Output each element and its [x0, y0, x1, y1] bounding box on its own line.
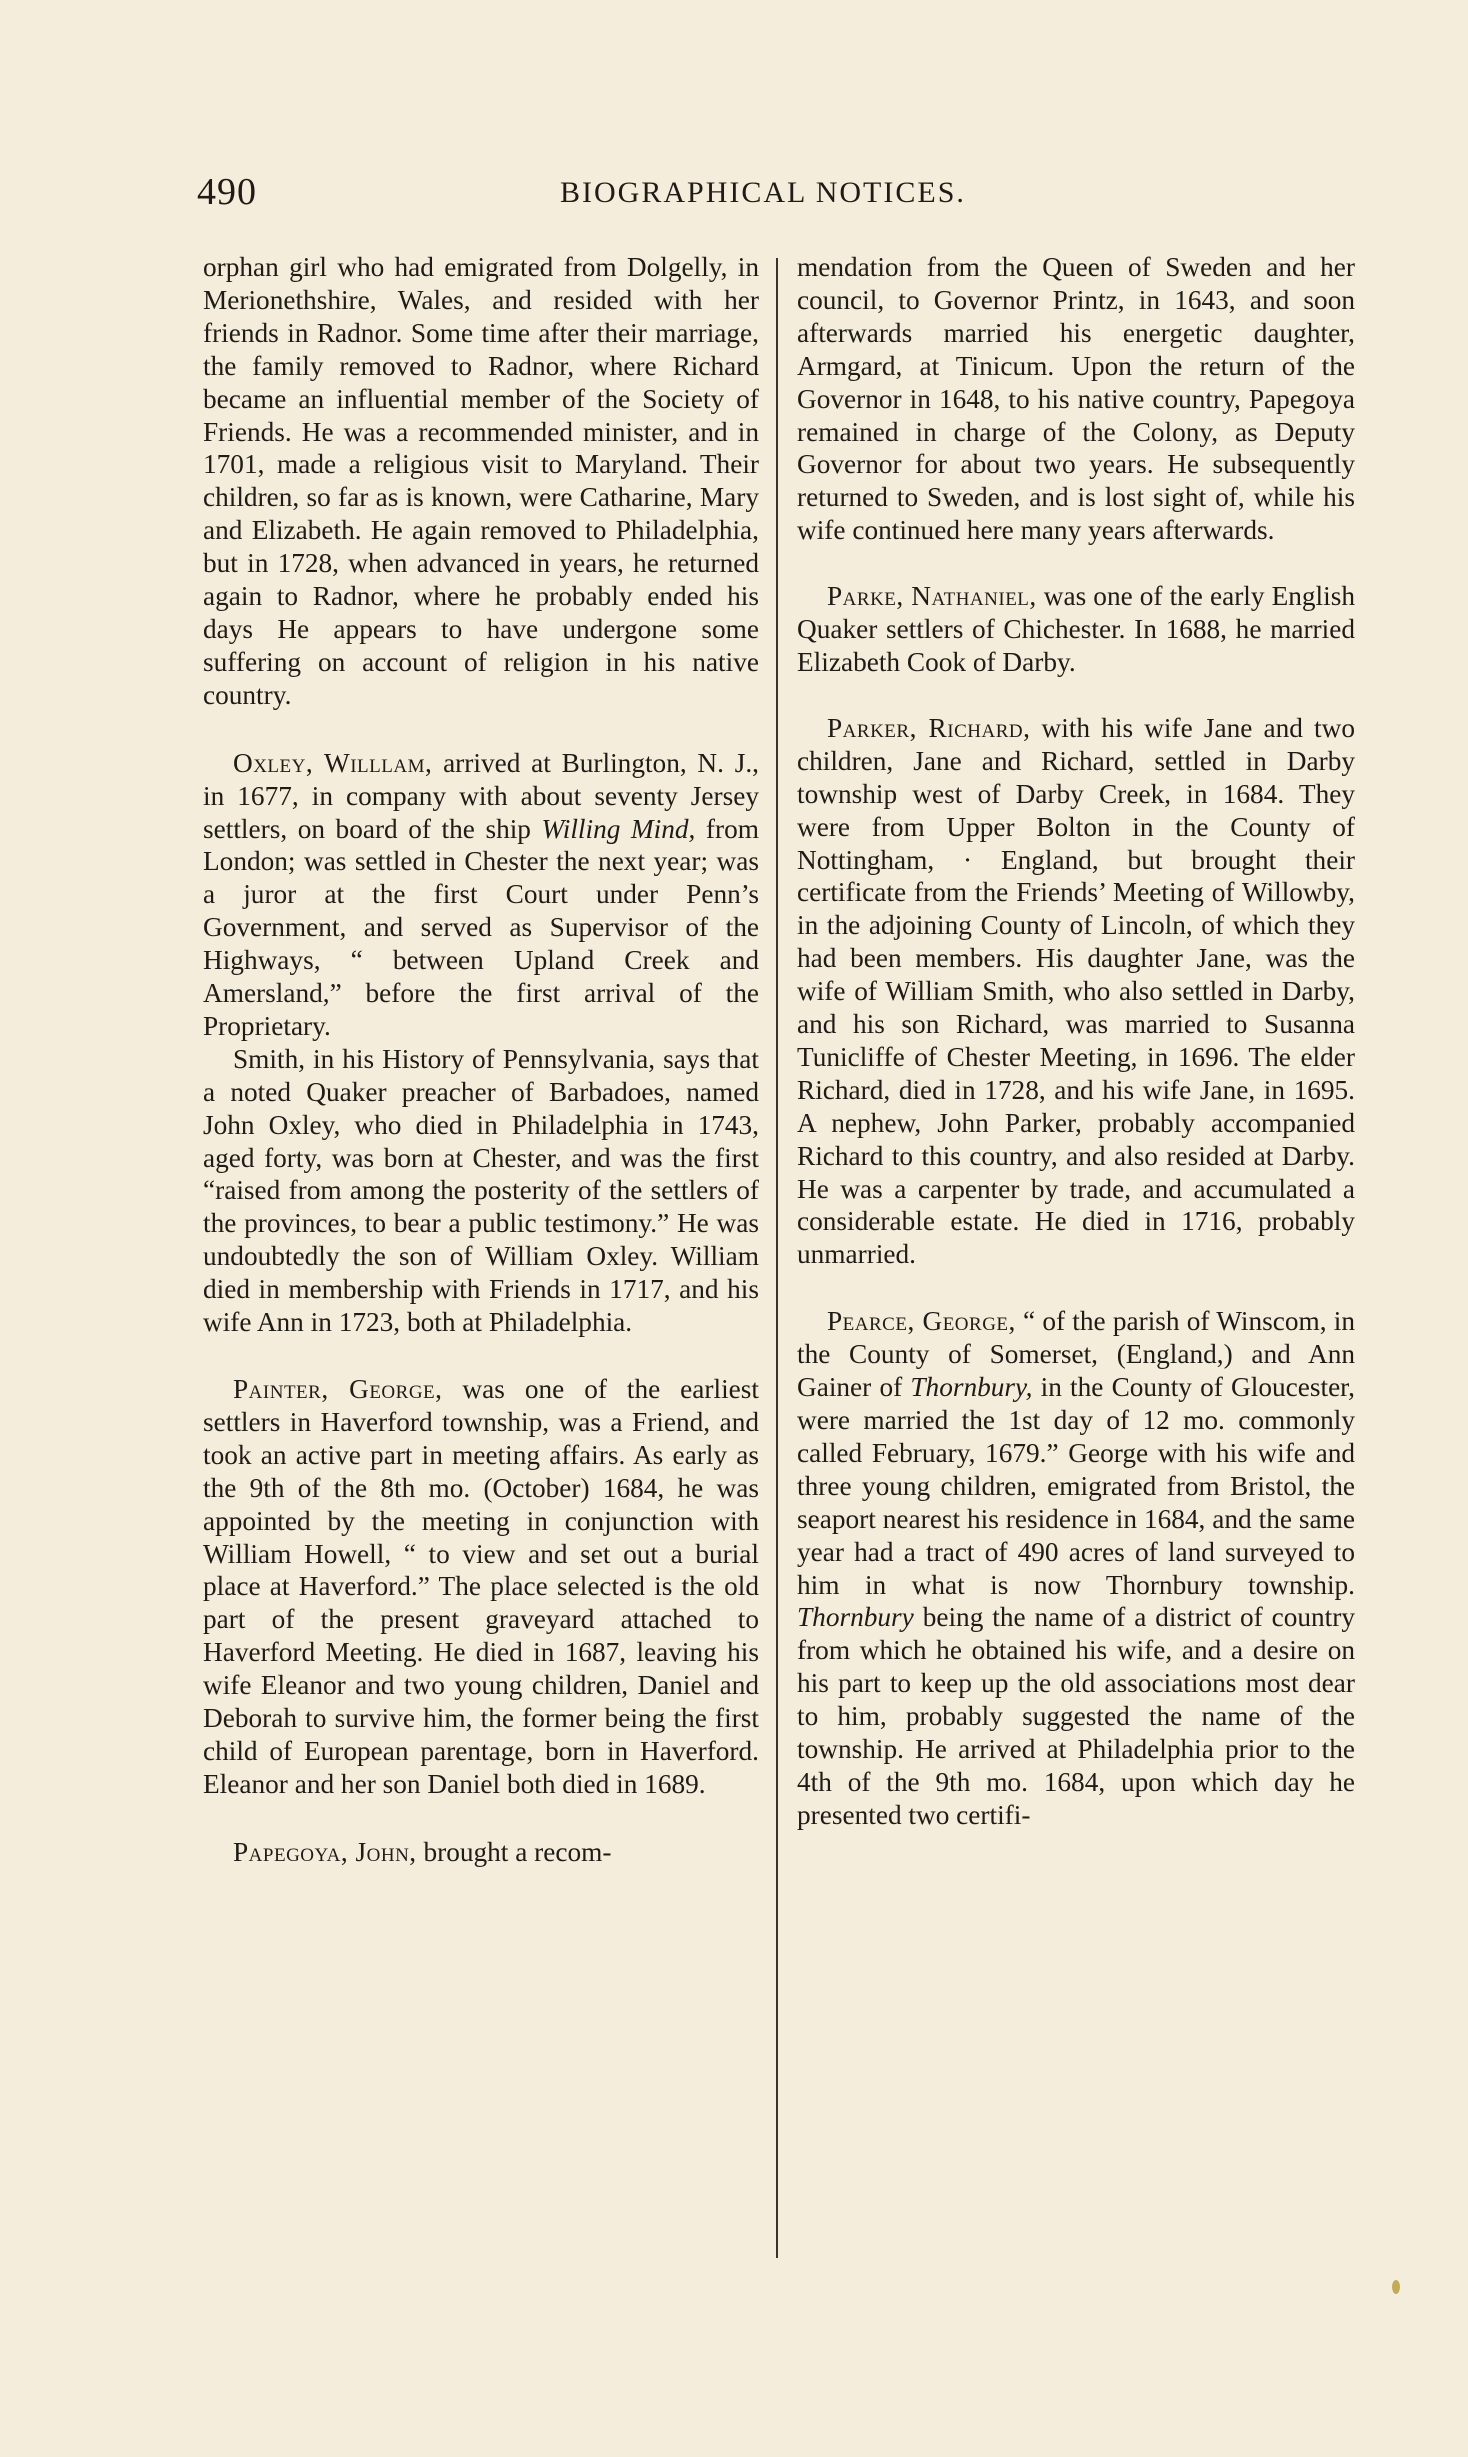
page-number: 490 [197, 171, 257, 213]
entry-name: Papegoya, John, [233, 1836, 417, 1867]
entry-oxley [203, 747, 759, 1043]
ship-name: Willing Mind, [541, 813, 696, 844]
left-column [203, 251, 759, 1869]
place-name: Thornbury [797, 1602, 914, 1633]
entry-name: Pearce, George, [827, 1306, 1016, 1337]
entry-name: Oxley, Willlam, [233, 747, 433, 778]
entry-parke [797, 580, 1355, 679]
entry-text: with his wife Jane and two children, Jane and Richard, settled in Darby township west of Darby Creek, in 1684. They were from Upper Bolton in the County of Nottingham, · England, but brought their certificate from the Friends’ Meeting of Willowby, in the adjoining County of Lincoln, of which they had been members. His daughter Jane, was the wife of William Smith, who also settled in Darby, and his son Richard, was married to Susanna Tunicliffe of Chester Meeting, in 1696. The elder Richard, died in 1728, and his wife Jane, in 1695. A nephew, John Parker, probably accompanied Richard to this country, and also resided at Darby. He was a carpenter by trade, and accumulated a considerable estate. He died in 1716, probably unmarried. [797, 712, 1355, 1270]
entry-text: in the County of Gloucester, were married the 1st day of 12 mo. commonly called February, 1679.” George with his wife and three young children, emigrated from Bristol, the seaport nearest his residence in 1684, and the same year had a tract of 490 acres of land surveyed to him in what is now Thornbury township. [797, 1372, 1356, 1600]
entry-text: from London; was settled in Chester the next year; was a juror at the first Court under Penn’s Government, and served as Supervisor of the Highways, “ between Upland Creek and Amersland,” before the first arrival of the Proprietary. [203, 813, 759, 1041]
paragraph-continuation: mendation from the Queen of Sweden and her council, to Governor Printz, in 1643, and soon afterwards married his energetic daughter, Armgard, at Tinicum. Upon the return of the Governor in 1648, to his native country, Papegoya remained in charge of the Colony, as Deputy Governor for about two years. He subsequently returned to Sweden, and is lost sight of, while his wife continued here many years afterwards. [797, 252, 1355, 546]
column-rule [776, 258, 778, 2258]
entry-text: being the name of a district of country from which he obtained his wife, and a desire on his part to keep up the old associations most dear to him, probably suggested the name of the township. He arrived at Philadelphia prior to the 4th of the 9th mo. 1684, upon which day he presented two certifi- [797, 1602, 1355, 1830]
entry-text: arrived at Burlington, N. J., in 1677, in company with about seventy Jersey settlers, on board of the ship [203, 747, 759, 844]
entry-papegoya [203, 1836, 759, 1869]
right-column [797, 251, 1355, 1832]
entry-text: “ of the parish of Winscom, in the County of Somerset, (England,) and Ann Gainer of [797, 1306, 1355, 1403]
entry-pearce [797, 1305, 1355, 1832]
paragraph-smith: Smith, in his History of Pennsylvania, says that a noted Quaker preacher of Barbadoes, named John Oxley, who died in Philadelphia in 1743, aged forty, was born at Chester, and was the first “raised from among the posterity of the settlers of the provinces, to bear a public testimony.” He was undoubtedly the son of William Oxley. William died in membership with Friends in 1717, and his wife Ann in 1723, both at Philadelphia. [203, 1043, 759, 1338]
paragraph-continuation: orphan girl who had emigrated from Dolgelly, in Merionethshire, Wales, and resided with her friends in Radnor. Some time after their marriage, the family removed to Radnor, where Richard became an influential member of the Society of Friends. He was a recommended minister, and in 1701, made a religious visit to Maryland. Their children, so far as is known, were Catharine, Mary and Elizabeth. He again removed to Philadelphia, but in 1728, when advanced in years, he returned again to Radnor, where he probably ended his days He appears to have undergone some suffering on account of religion in his native country. [203, 252, 759, 710]
entry-parker [797, 712, 1355, 1271]
ink-blot [1392, 2280, 1400, 2294]
entry-name: Painter, George, [233, 1374, 443, 1404]
entry-painter [203, 1373, 759, 1801]
running-head: BIOGRAPHICAL NOTICES. [560, 176, 966, 209]
entry-name: Parke, Nathaniel, [827, 581, 1037, 612]
entry-name: Parker, Richard, [827, 712, 1031, 743]
place-name: Thornbury, [910, 1372, 1033, 1403]
entry-text: brought a recom- [416, 1836, 612, 1867]
entry-text: was one of the early English Quaker settlers of Chichester. In 1688, he married Elizabeth Cook of Darby. [797, 581, 1355, 677]
entry-text: was one of the earliest settlers in Haverford township, was a Friend, and took an active part in meeting affairs. As early as the 9th of the 8th mo. (October) 1684, he was appointed by the meeting in conjunction with William Howell, “ to view and set out a burial place at Haverford.” The place selected is the old part of the present graveyard attached to Haverford Meeting. He died in 1687, leaving his wife Eleanor and two young children, Daniel and Deborah to survive him, the former being the first child of European parentage, born in Haverford. Eleanor and her son Daniel both died in 1689. [203, 1374, 759, 1799]
